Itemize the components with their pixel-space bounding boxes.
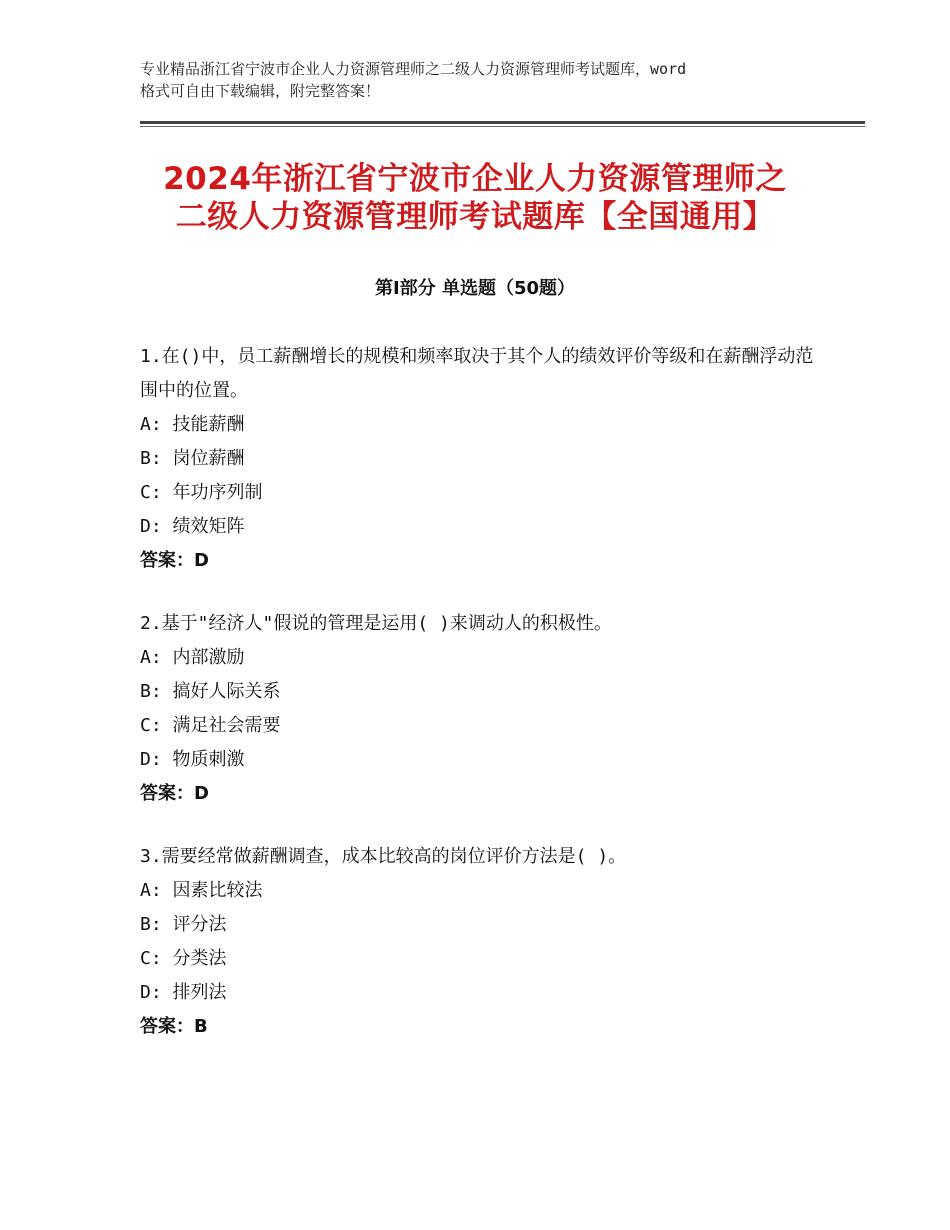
question-list: [140, 340, 830, 1073]
header-note: [140, 58, 830, 102]
option-b: B: 岗位薪酬: [140, 448, 245, 469]
option-d: D: 绩效矩阵: [140, 516, 245, 537]
option-d: D: 物质刺激: [140, 749, 245, 770]
question-1: [140, 340, 830, 578]
question-3: [140, 840, 830, 1044]
answer: 答案：B: [140, 1016, 208, 1037]
page-title: [100, 160, 850, 236]
option-a: A: 因素比较法: [140, 880, 263, 901]
header-divider-thin: [140, 126, 865, 127]
header-note-line-1: 专业精品浙江省宁波市企业人力资源管理师之二级人力资源管理师考试题库，word: [140, 60, 687, 78]
answer: 答案：D: [140, 783, 209, 804]
question-stem: 2.基于"经济人"假说的管理是运用( )来调动人的积极性。: [140, 613, 612, 634]
option-b: B: 评分法: [140, 914, 227, 935]
option-c: C: 满足社会需要: [140, 715, 281, 736]
option-d: D: 排列法: [140, 982, 227, 1003]
section-heading: 第Ⅰ部分 单选题（50题）: [374, 278, 575, 299]
header-note-line-2: 格式可自由下载编辑，附完整答案！: [140, 82, 381, 100]
option-c: C: 年功序列制: [140, 482, 263, 503]
option-c: C: 分类法: [140, 948, 227, 969]
option-a: A: 内部激励: [140, 647, 245, 668]
question-2: [140, 607, 830, 811]
question-stem: 3.需要经常做薪酬调查，成本比较高的岗位评价方法是( )。: [140, 846, 627, 867]
option-b: B: 搞好人际关系: [140, 681, 281, 702]
header-divider-thick: [140, 121, 865, 124]
option-a: A: 技能薪酬: [140, 414, 245, 435]
answer: 答案：D: [140, 550, 209, 571]
question-stem: 1.在()中，员工薪酬增长的规模和频率取决于其个人的绩效评价等级和在薪酬浮动范围中的位置。: [140, 346, 814, 401]
page-title-line-1: 2024年浙江省宁波市企业人力资源管理师之: [163, 161, 787, 197]
page-title-line-2: 二级人力资源管理师考试题库【全国通用】: [175, 199, 775, 235]
